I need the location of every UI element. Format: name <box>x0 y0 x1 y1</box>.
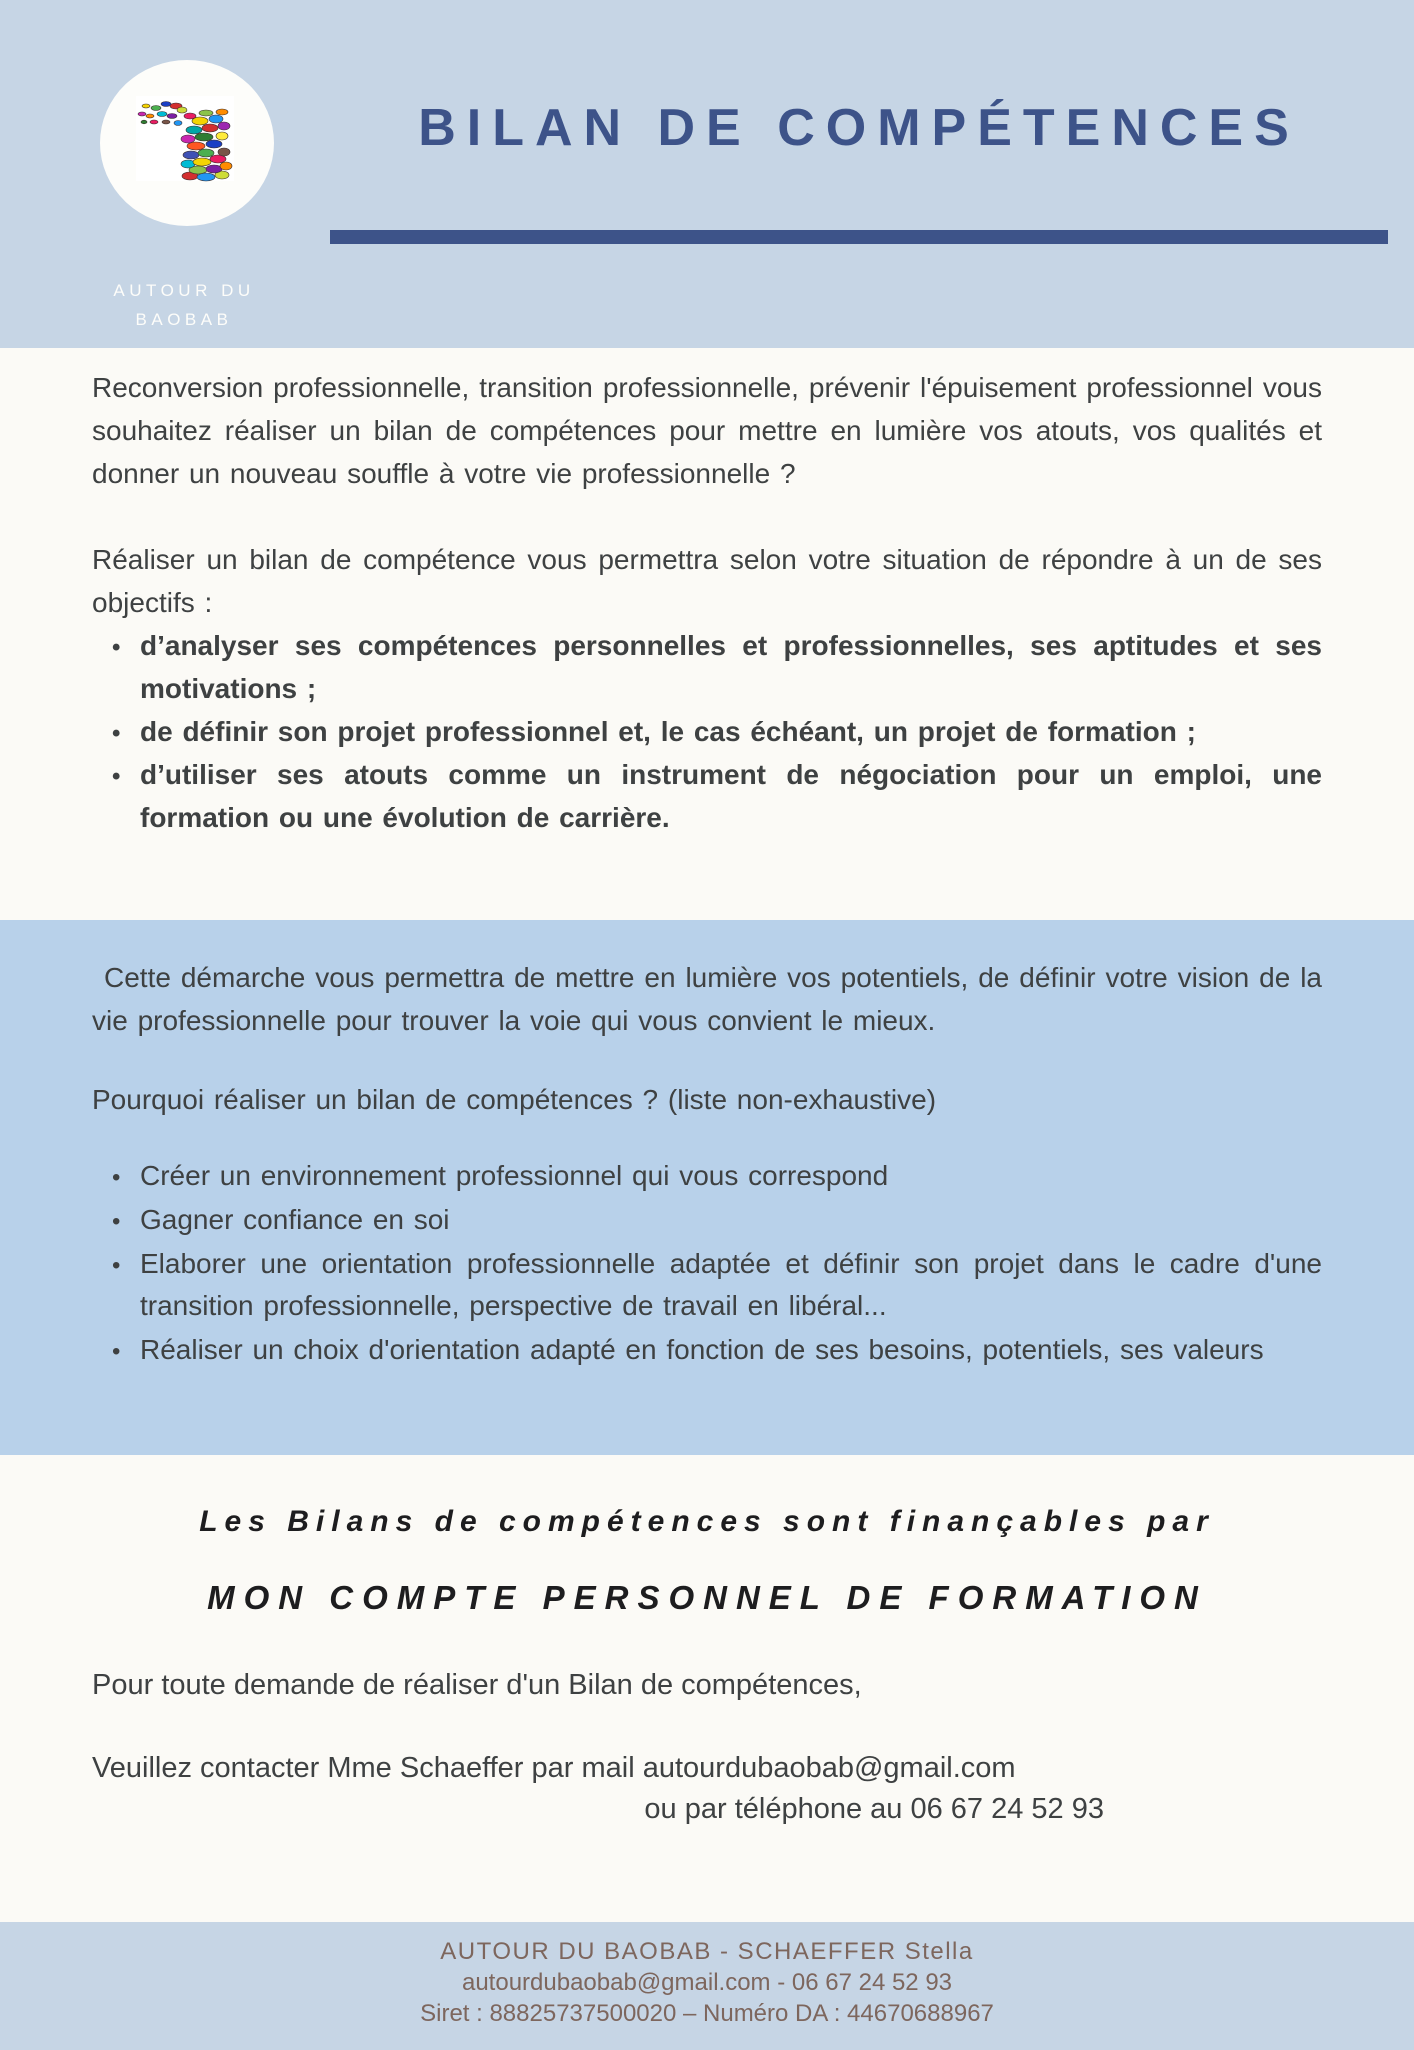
highlight-section <box>0 920 1414 1455</box>
brand-line-2: BAOBAB <box>135 310 233 329</box>
bullet-icon <box>112 1243 120 1287</box>
bullet-icon <box>112 1199 120 1243</box>
title-underline <box>330 230 1388 244</box>
financing-line-2: MON COMPTE PERSONNEL DE FORMATION <box>207 1579 1207 1616</box>
bullet-icon <box>112 710 120 755</box>
list-item-text: Gagner confiance en soi <box>140 1204 450 1235</box>
intro-paragraph-2: Réaliser un bilan de compétence vous permettra selon votre situation de répondre à un de ses objectifs : <box>92 544 1322 618</box>
footer <box>0 1922 1414 2050</box>
footer-company-line: AUTOUR DU BAOBAB - SCHAEFFER Stella <box>440 1938 974 1965</box>
contact-phone-line: ou par téléphone au 06 67 24 52 93 <box>644 1793 1104 1825</box>
contact-intro: Pour toute demande de réaliser d'un Bilan de compétences, <box>92 1669 862 1701</box>
list-item-text: d’utiliser ses atouts comme un instrument de négociation pour un emploi, une formation ou une évolution de carrière. <box>140 759 1322 833</box>
financing-contact-section <box>0 1505 1414 1922</box>
brand-line-1: AUTOUR DU <box>113 281 255 300</box>
footer-contact-line: autourdubaobab@gmail.com - 06 67 24 52 93 <box>461 1969 953 1996</box>
reasons-list <box>92 1155 1322 1371</box>
footer-legal-line: Siret : 88825737500020 – Numéro DA : 44670688967 <box>420 2000 994 2027</box>
financing-line-1: Les Bilans de compétences sont finançables par <box>199 1505 1215 1538</box>
list-item <box>92 710 1322 753</box>
list-item-text: de définir son projet professionnel et, le cas échéant, un projet de formation ; <box>140 716 1196 747</box>
list-item-text: Créer un environnement professionnel qui vous correspond <box>140 1160 889 1191</box>
bullet-icon <box>112 1329 120 1373</box>
list-item-text: d’analyser ses compétences personnelles et professionnelles, ses aptitudes et ses motivations ; <box>140 630 1322 704</box>
page-title: BILAN DE COMPÉTENCES <box>418 99 1300 157</box>
objectives-list <box>92 624 1322 839</box>
bullet-icon <box>112 753 120 798</box>
brand-name <box>54 276 314 334</box>
list-item <box>92 1329 1322 1371</box>
list-item <box>92 624 1322 710</box>
list-item <box>92 753 1322 839</box>
highlight-paragraph: Cette démarche vous permettra de mettre en lumière vos potentiels, de définir votre vision de la vie professionnelle pour trouver la voie qui vous convient le mieux. <box>92 962 1322 1036</box>
list-item <box>92 1155 1322 1197</box>
list-item-text: Elaborer une orientation professionnelle adaptée et définir son projet dans le cadre d'une transition professionnelle, perspective de travail en libéral... <box>140 1248 1322 1321</box>
header <box>0 0 1414 348</box>
why-question: Pourquoi réaliser un bilan de compétences ? (liste non-exhaustive) <box>92 1084 937 1115</box>
baobab-tree-logo-icon <box>136 96 234 181</box>
list-item-text: Réaliser un choix d'orientation adapté en fonction de ses besoins, potentiels, ses valeurs <box>140 1334 1264 1365</box>
list-item <box>92 1199 1322 1241</box>
contact-email-line: Veuillez contacter Mme Schaeffer par mail autourdubaobab@gmail.com <box>92 1752 1016 1784</box>
intro-section <box>0 348 1414 920</box>
list-item <box>92 1243 1322 1327</box>
bullet-icon <box>112 624 120 669</box>
logo-circle <box>100 60 274 226</box>
bullet-icon <box>112 1155 120 1199</box>
intro-paragraph-1: Reconversion professionnelle, transition professionnelle, prévenir l'épuisement professionnel vous souhaitez réaliser un bilan de compétences pour mettre en lumière vos atouts, vos qualités et donner un nouveau souffle à votre vie professionnelle ? <box>92 372 1322 489</box>
